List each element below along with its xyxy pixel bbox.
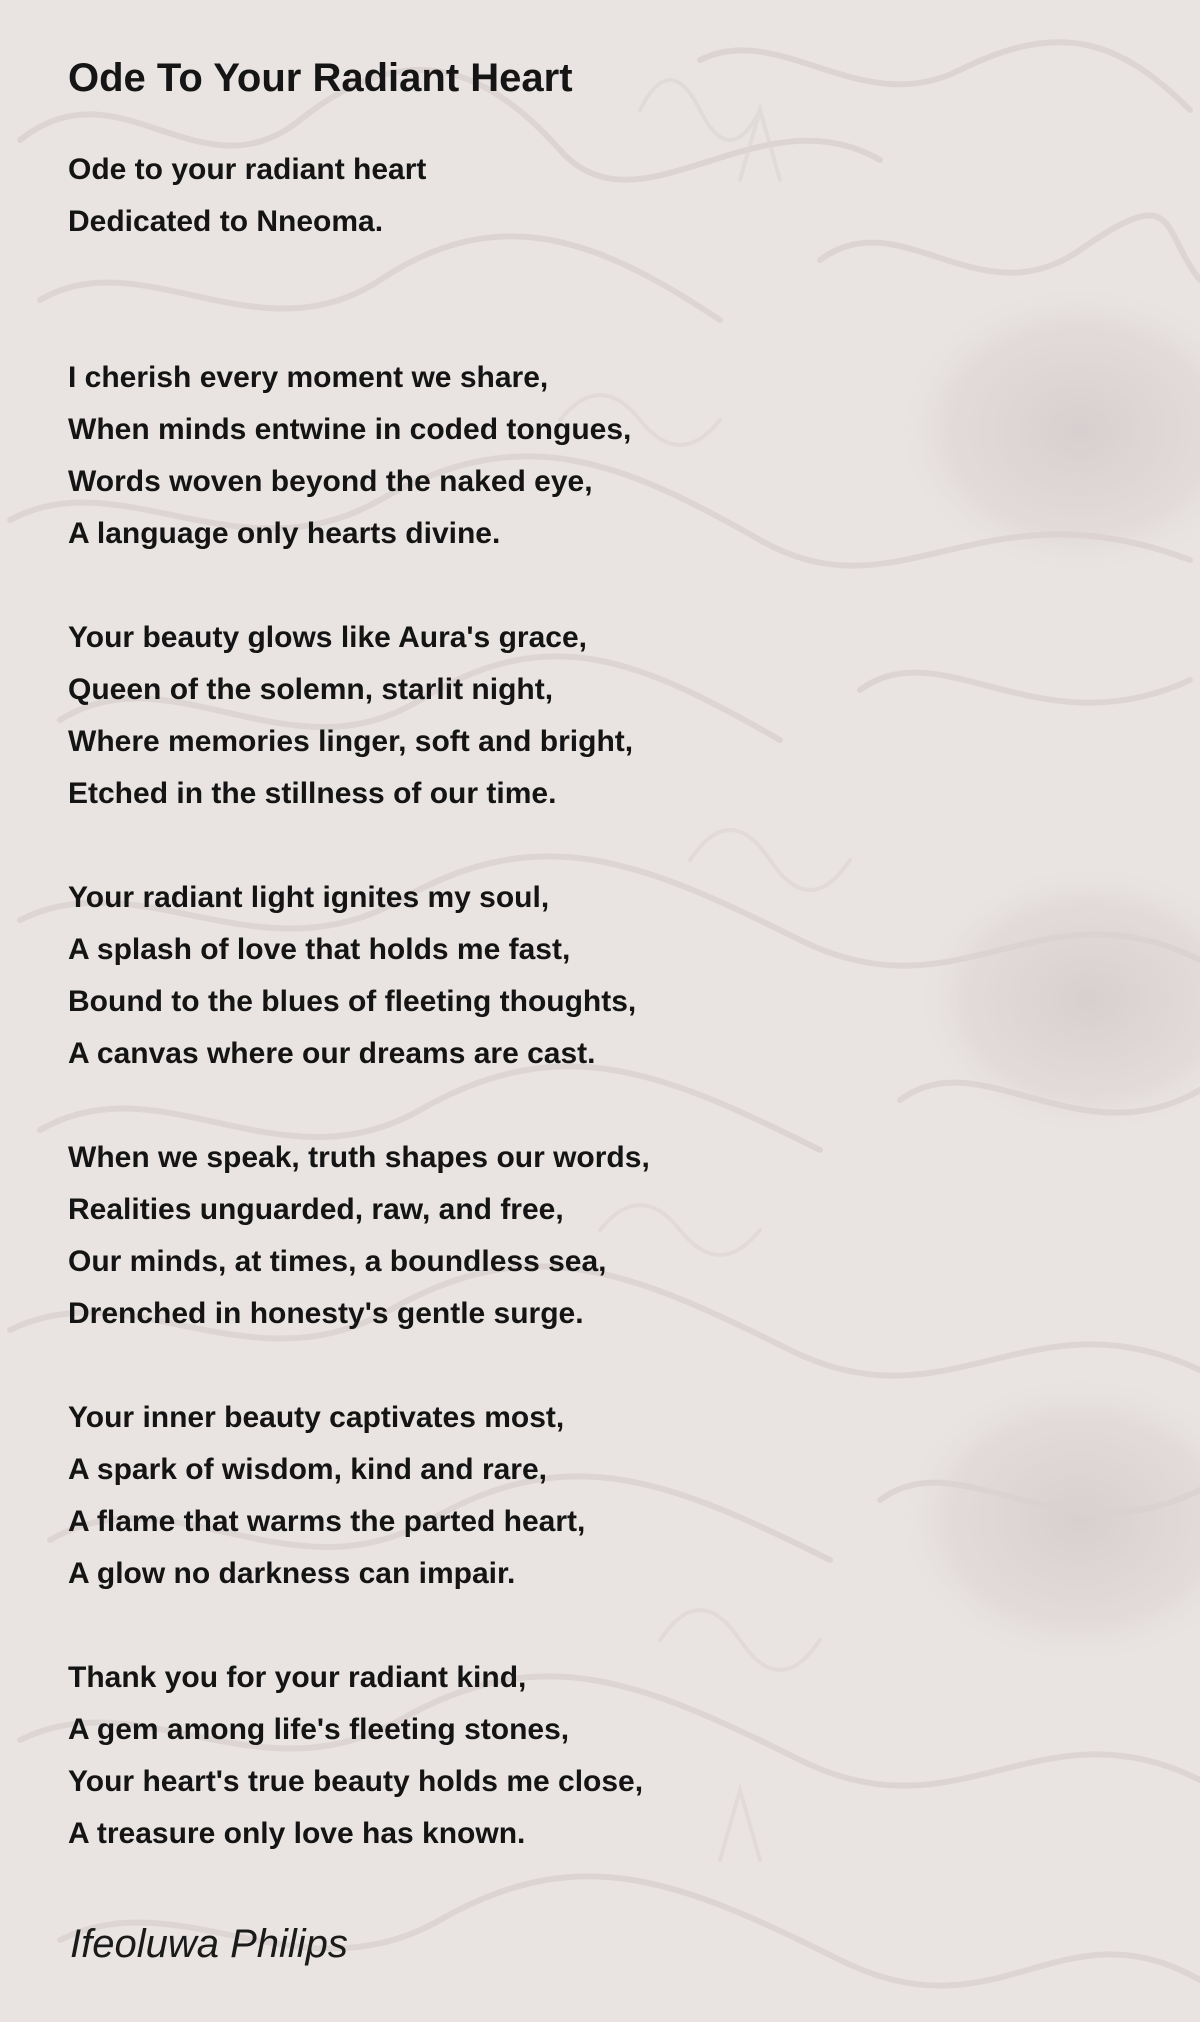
- poem-line: Your heart's true beauty holds me close,: [68, 1765, 644, 1798]
- poem-line: Our minds, at times, a boundless sea,: [68, 1245, 607, 1278]
- poem-line: Etched in the stillness of our time.: [68, 777, 557, 810]
- poem-line: A treasure only love has known.: [68, 1817, 526, 1850]
- intro-line: Dedicated to Nneoma.: [68, 205, 384, 238]
- poem-line: Your radiant light ignites my soul,: [68, 881, 550, 914]
- poem-line: A flame that warms the parted heart,: [68, 1505, 586, 1538]
- poem-line: A spark of wisdom, kind and rare,: [68, 1453, 548, 1486]
- poem-line: A gem among life's fleeting stones,: [68, 1713, 570, 1746]
- poem-line: Your beauty glows like Aura's grace,: [68, 621, 587, 654]
- poem-line: Thank you for your radiant kind,: [68, 1661, 527, 1694]
- poem-line: A canvas where our dreams are cast.: [68, 1037, 596, 1070]
- stanza-2: [68, 612, 1068, 820]
- stanza-3: [68, 872, 1068, 1080]
- spacer: [68, 820, 1068, 872]
- poem-intro: [68, 144, 1068, 248]
- intro-line: Ode to your radiant heart: [68, 153, 427, 186]
- poem-line: A splash of love that holds me fast,: [68, 933, 571, 966]
- poem-line: Your inner beauty captivates most,: [68, 1401, 565, 1434]
- spacer: [68, 1600, 1068, 1652]
- poem-line: A glow no darkness can impair.: [68, 1557, 516, 1590]
- spacer: [68, 560, 1068, 612]
- poem-container: [68, 52, 1068, 1860]
- stanza-4: [68, 1132, 1068, 1340]
- stanza-6: [68, 1652, 1068, 1860]
- poem-line: Queen of the solemn, starlit night,: [68, 673, 554, 706]
- stanza-1: [68, 352, 1068, 560]
- poem-line: I cherish every moment we share,: [68, 361, 549, 394]
- poem-line: A language only hearts divine.: [68, 517, 501, 550]
- spacer: [68, 248, 1068, 352]
- poem-line: Words woven beyond the naked eye,: [68, 465, 593, 498]
- spacer: [68, 1340, 1068, 1392]
- poem-author: Ifeoluwa Philips: [70, 1922, 348, 1966]
- poem-line: Where memories linger, soft and bright,: [68, 725, 634, 758]
- spacer: [68, 1080, 1068, 1132]
- poem-line: Bound to the blues of fleeting thoughts,: [68, 985, 637, 1018]
- poem-line: When we speak, truth shapes our words,: [68, 1141, 650, 1174]
- poem-line: When minds entwine in coded tongues,: [68, 413, 632, 446]
- poem-line: Drenched in honesty's gentle surge.: [68, 1297, 584, 1330]
- poem-title: Ode To Your Radiant Heart: [68, 56, 573, 100]
- stanza-5: [68, 1392, 1068, 1600]
- poem-line: Realities unguarded, raw, and free,: [68, 1193, 564, 1226]
